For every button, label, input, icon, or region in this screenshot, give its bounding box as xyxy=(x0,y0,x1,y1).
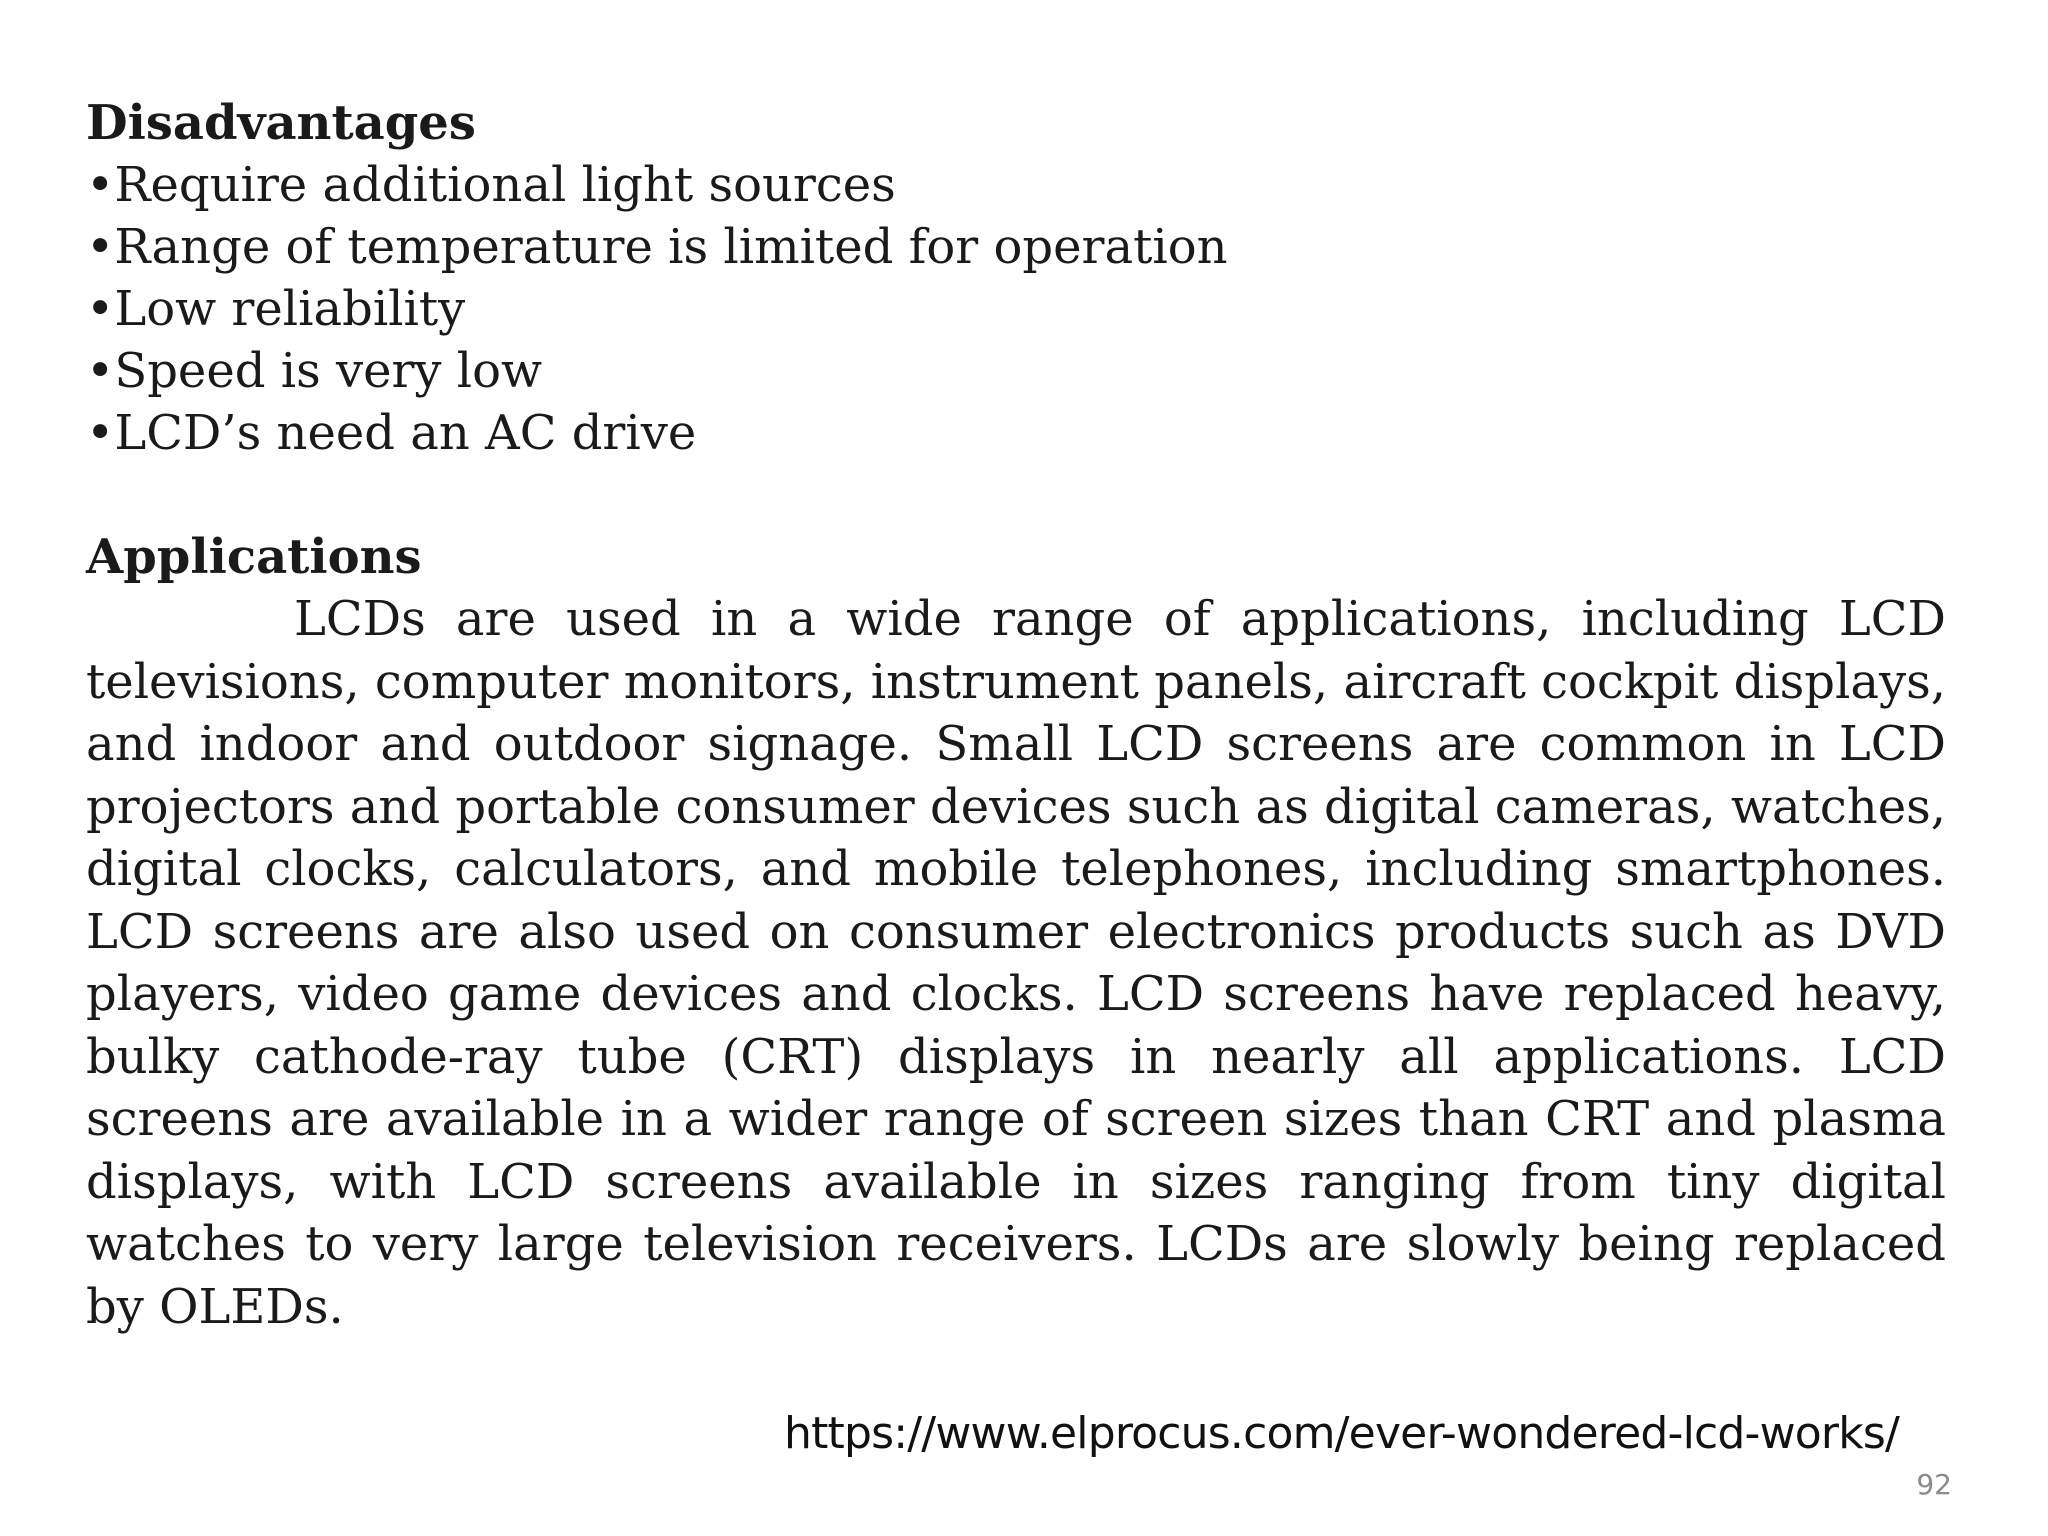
disadvantage-item xyxy=(86,154,1946,216)
disadvantage-text: Low reliability xyxy=(114,281,466,337)
disadvantage-item xyxy=(86,402,1946,464)
slide-content xyxy=(86,92,1946,1338)
section-spacer xyxy=(86,464,1946,526)
disadvantage-text: Speed is very low xyxy=(114,343,543,399)
disadvantage-text: Range of temperature is limited for operation xyxy=(114,219,1228,275)
disadvantage-item xyxy=(86,340,1946,402)
disadvantage-text: Require additional light sources xyxy=(114,157,896,213)
bullet-icon: • xyxy=(86,157,115,213)
disadvantages-heading: Disadvantages xyxy=(86,95,476,151)
bullet-icon: • xyxy=(86,343,115,399)
bullet-icon: • xyxy=(86,405,115,461)
disadvantage-item xyxy=(86,216,1946,278)
applications-paragraph: LCDs are used in a wide range of applications, including LCD televisions, computer monitors, instrument panels, aircraft cockpit displays, and indoor and outdoor signage. Small LCD screens are common in LCD projectors and portable consumer devices such as digital cameras, watches, digital clocks, calculators, and mobile telephones, including smartphones. LCD screens are also used on consumer electronics products such as DVD players, video game devices and clocks. LCD screens have replaced heavy, bulky cathode-ray tube (CRT) displays in nearly all applications. LCD screens are available in a wider range of screen sizes than CRT and plasma displays, with LCD screens available in sizes ranging from tiny digital watches to very large television receivers. LCDs are slowly being replaced by OLEDs. xyxy=(86,591,1946,1335)
bullet-icon: • xyxy=(86,219,115,275)
page-number: 92 xyxy=(1916,1468,1952,1501)
disadvantage-item xyxy=(86,278,1946,340)
bullet-icon: • xyxy=(86,281,115,337)
applications-heading: Applications xyxy=(86,529,422,585)
disadvantages-list xyxy=(86,154,1946,464)
source-link[interactable]: https://www.elprocus.com/ever-wondered-lcd-works/ xyxy=(784,1408,1900,1459)
disadvantage-text: LCD’s need an AC drive xyxy=(114,405,697,461)
